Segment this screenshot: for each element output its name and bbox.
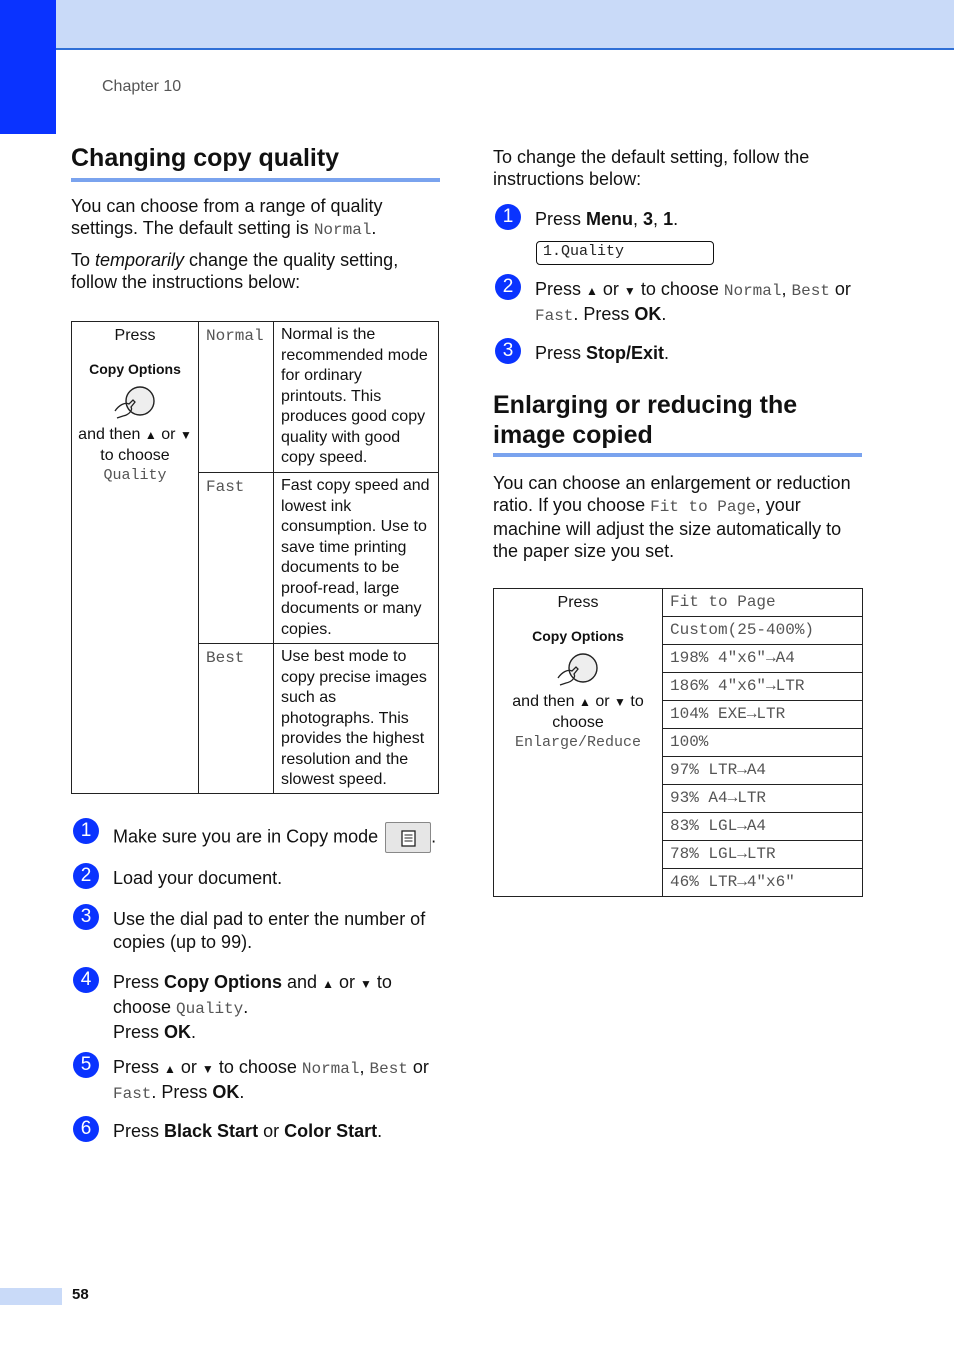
dial-button-icon [552, 652, 604, 688]
up-arrow-icon: ▲ [579, 695, 591, 709]
ratio-option: 186% 4"x6"→LTR [663, 673, 863, 701]
step-3: Use the dial pad to enter the number of copies (up to 99). [113, 909, 426, 952]
heading-rule [493, 453, 862, 457]
step-6: Press Black Start or Color Start. [113, 1121, 383, 1141]
footer-band [0, 1288, 62, 1305]
step-number: 2 [495, 274, 521, 300]
step-number: 2 [73, 863, 99, 889]
step-4: Press Copy Options and ▲ or ▼ to choose Quality. Press OK. [113, 972, 392, 1042]
setting-fast: Fast [199, 473, 274, 644]
ratio-option: 83% LGL→A4 [663, 813, 863, 841]
setting-desc: Fast copy speed and lowest ink consumption. Use to save time printing documents to be proof-read, large documents or many copies. [274, 473, 439, 644]
ratio-option: 93% A4→LTR [663, 785, 863, 813]
copy-options-label: Copy Options [532, 627, 624, 644]
dial-button-icon [109, 385, 161, 421]
step-number: 6 [73, 1116, 99, 1142]
ratio-option: 78% LGL→LTR [663, 841, 863, 869]
setting-desc: Normal is the recommended mode for ordinary printouts. This produces good copy quality with good copy speed. [274, 322, 439, 473]
default-step-2: Press ▲ or ▼ to choose Normal, Best or Fast. Press OK. [535, 279, 851, 325]
enlarge-reduce-table [493, 588, 863, 897]
step-number: 5 [73, 1052, 99, 1078]
intro-paragraph: You can choose from a range of quality settings. The default setting is Normal. [71, 196, 383, 239]
section-heading-copy-quality: Changing copy quality [71, 144, 340, 172]
press-instructions-cell: Press Copy Options and then ▲ or ▼ to choose Enlarge/Reduce [494, 589, 663, 897]
setting-best: Best [199, 644, 274, 794]
ratio-option: 100% [663, 729, 863, 757]
step-number: 1 [73, 818, 99, 844]
ratio-option: 46% LTR→4"x6" [663, 869, 863, 897]
ratio-option: 104% EXE→LTR [663, 701, 863, 729]
step-number: 3 [73, 904, 99, 930]
lcd-display: 1.Quality [536, 241, 714, 265]
press-instructions-cell: Press Copy Options and then ▲ or ▼ to choose Quality [72, 322, 199, 794]
down-arrow-icon: ▼ [179, 428, 192, 442]
step-number: 4 [73, 967, 99, 993]
ratio-option: Custom(25-400%) [663, 617, 863, 645]
step-number: 3 [495, 338, 521, 364]
header-band [0, 0, 954, 50]
down-arrow-icon: ▼ [614, 695, 626, 709]
copy-mode-button-icon [385, 822, 431, 853]
chapter-label: Chapter 10 [102, 78, 182, 95]
page-number: 58 [72, 1286, 89, 1303]
default-step-1: Press Menu, 3, 1. [535, 209, 679, 229]
up-arrow-icon: ▲ [144, 428, 157, 442]
instruction-paragraph: To temporarily change the quality setting, follow the instructions below: [71, 250, 399, 292]
step-5: Press ▲ or ▼ to choose Normal, Best or Fast. Press OK. [113, 1057, 429, 1103]
setting-normal: Normal [199, 322, 274, 473]
enlarge-paragraph: You can choose an enlargement or reduction ratio. If you choose Fit to Page, your machine will adjust the size automatically to the paper size you set. [493, 473, 851, 561]
ratio-option: 97% LTR→A4 [663, 757, 863, 785]
ratio-option: 198% 4"x6"→A4 [663, 645, 863, 673]
step-2: Load your document. [113, 868, 283, 888]
ratio-option: Fit to Page [663, 589, 863, 617]
quality-table [71, 321, 439, 794]
step-number: 1 [495, 204, 521, 230]
step-1: Make sure you are in Copy mode . [113, 822, 443, 853]
copy-options-label: Copy Options [89, 360, 181, 377]
chapter-tab [0, 0, 56, 134]
default-setting-intro: To change the default setting, follow the instructions below: [493, 147, 810, 189]
heading-rule [71, 178, 440, 182]
section-heading-enlarge: Enlarging or reducing the image copied [493, 391, 798, 449]
default-step-3: Press Stop/Exit. [535, 343, 670, 363]
setting-desc: Use best mode to copy precise images such as photographs. This provides the highest resolution and the slowest speed. [274, 644, 439, 794]
